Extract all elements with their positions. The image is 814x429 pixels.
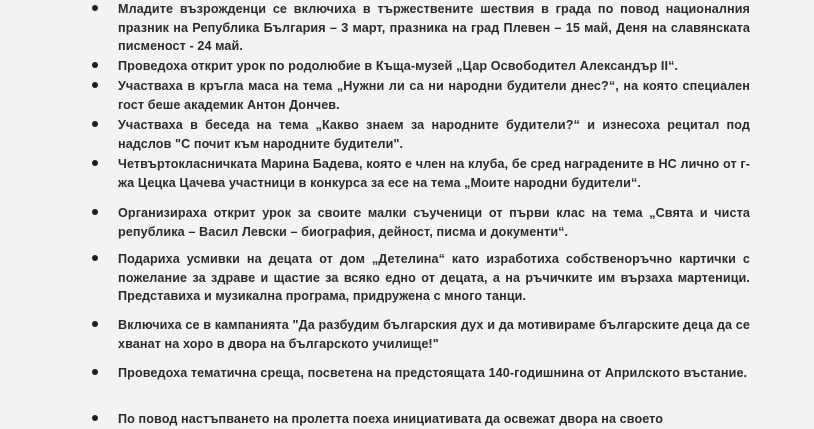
list-item (118, 155, 750, 192)
list-item-text: Проведоха тематична среща, посветена на предстоящата 140-годишнина от Априлското въстание. (118, 366, 748, 380)
list-item-text: Организираха открит урок за своите малки съученици от първи клас на тема „Свята и чиста република – Васил Левски – биография, дейност, писма и документи“. (118, 206, 750, 239)
bullet (92, 255, 98, 261)
bullet (92, 82, 98, 88)
list-item-text: По повод настъпването на пролетта поеха инициативата да освежат двора на своето (118, 412, 664, 426)
list-item (118, 204, 750, 241)
bullet (92, 160, 98, 166)
bullet (92, 62, 98, 68)
list-item (118, 250, 750, 306)
bullet (92, 121, 98, 127)
bullet (92, 369, 98, 375)
list-item (118, 316, 750, 353)
list-item (118, 57, 750, 76)
list-item-text: Подариха усмивки на децата от дом „Детелина“ като изработиха собственоръчно картички с пожелание за здраве и щастие за всяко едно от децата, а на ръчичките им вързаха мартеници. Представиха и музикална програма, придружена с много танци. (118, 252, 750, 303)
list-item-text: Четвъртокласничката Марина Бадева, която е член на клуба, бе сред наградените в НС лично от г-жа Цецка Цачева участници в конкурса за есе на тема „Моите народни будители“. (118, 157, 750, 190)
list-item-text: Проведоха открит урок по родолюбие в Къща-музей „Цар Освободител Александър II“. (118, 59, 679, 73)
list-item (118, 410, 750, 429)
bullet (92, 209, 98, 215)
list-item (118, 0, 750, 56)
bullet (92, 5, 98, 11)
bullet (92, 415, 98, 421)
list-item (118, 116, 750, 153)
list-item-text: Участваха в беседа на тема „Какво знаем за народните будители?“ и изнесоха рецитал под надслов "С почит към народните будители". (118, 118, 750, 151)
list-item (118, 77, 750, 114)
list-item-text: Младите възрожденци се включиха в тържествените шествия в града по повод националния празник на Република България – 3 март, празника на град Плевен – 15 май, Деня на славянската писменост - 24 май. (118, 2, 750, 53)
list-item-text: Участваха в кръгла маса на тема „Нужни ли са ни народни будители днес?“, на която специален гост беше академик Антон Дончев. (118, 79, 750, 112)
list-item-text: Включиха се в кампанията "Да разбудим българския дух и да мотивираме българските деца да се хванат на хоро в двора на българското училище!" (118, 318, 750, 351)
list-item (118, 364, 750, 383)
bullet (92, 321, 98, 327)
